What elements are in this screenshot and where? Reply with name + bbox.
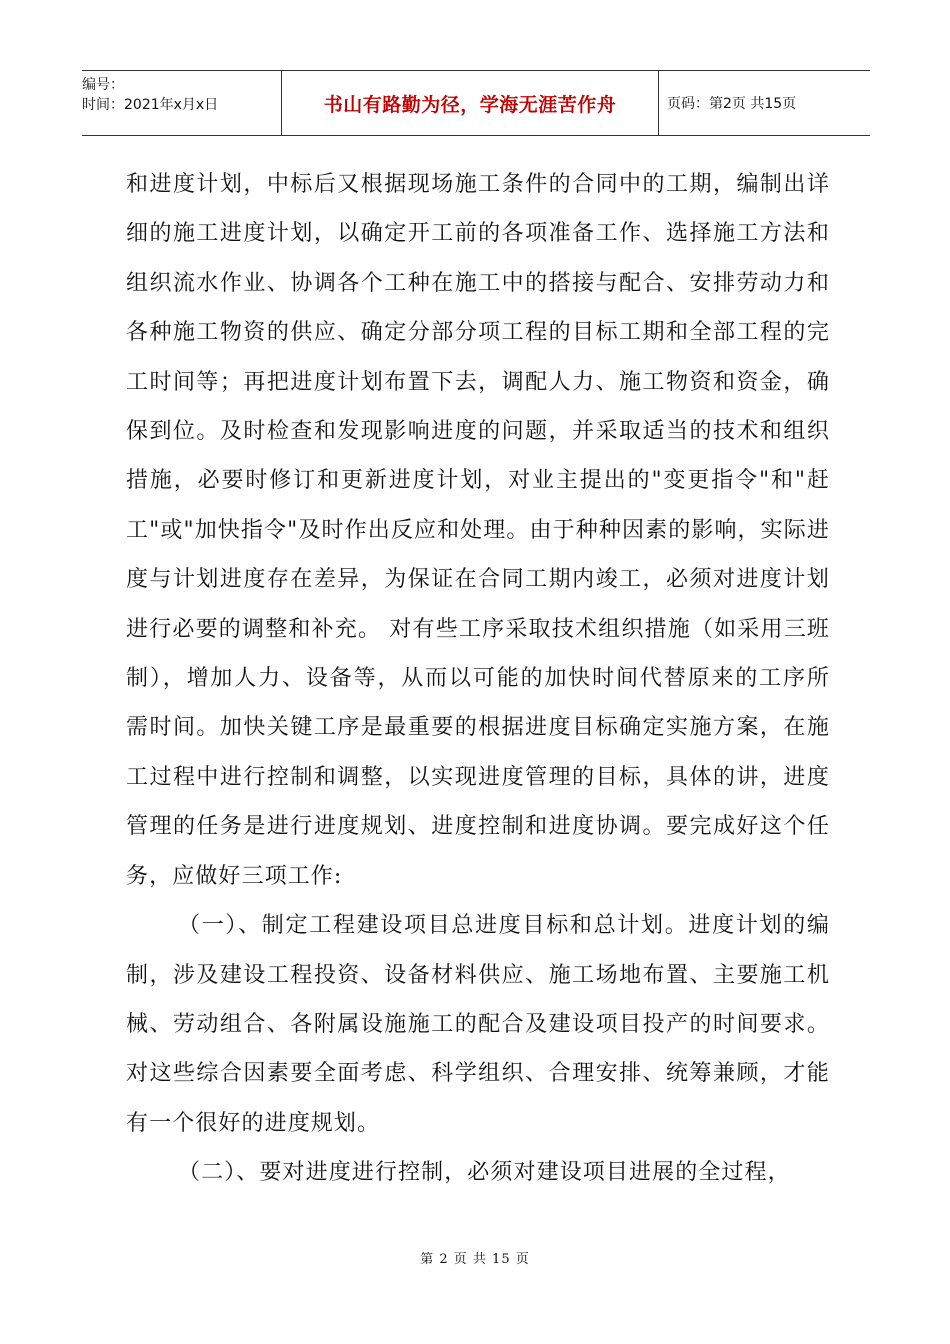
page-footer: 第 2 页 共 15 页: [420, 1252, 530, 1267]
document-body: [126, 160, 830, 1198]
paragraph-section-one: （一）、制定工程建设项目总进度目标和总计划。进度计划的编制，涉及建设工程投资、设备材料供应、施工场地布置、主要施工机械、劳动组合、各附属设施施工的配合及建设项目投产的时间要求。对这些综合因素要全面考虑、科学组织、合理安排、统筹兼顾，才能有一个很好的进度规划。: [126, 913, 830, 1136]
document-date: 时间：2021年x月x日: [82, 97, 219, 113]
header-meta-cell: [82, 71, 282, 135]
header-motto: 书山有路勤为径，学海无涯苦作舟: [282, 71, 659, 135]
paragraph-section-two: （二）、要对进度进行控制，必须对建设项目进展的全过程，: [178, 1160, 791, 1186]
paragraph-continuation: 和进度计划，中标后又根据现场施工条件的合同中的工期，编制出详细的施工进度计划，以确定开工前的各项准备工作、选择施工方法和组织流水作业、协调各个工种在施工中的搭接与配合、安排劳动力和各种施工物资的供应、确定分部分项工程的目标工期和全部工程的完工时间等；再把进度计划布置下去，调配人力、施工物资和资金，确保到位。及时检查和发现影响进度的问题，并采取适当的技术和组织措施，必要时修订和更新进度计划，对业主提出的"变更指令"和"赶工"或"加快指令"及时作出反应和处理。由于种种因素的影响，实际进度与计划进度存在差异，为保证在合同工期内竣工，必须对进度计划进行必要的调整和补充。 对有些工序采取技术组织措施（如采用三班制），增加人力、设备等，从而以可能的加快时间代替原来的工序所需时间。加快关键工序是最重要的根据进度目标确定实施方案，在施工过程中进行控制和调整，以实现进度管理的目标，具体的讲，进度管理的任务是进行进度规划、进度控制和进度协调。要完成好这个任务，应做好三项工作:: [126, 172, 830, 889]
document-code-label: 编号：: [82, 77, 124, 93]
header-page-info: 页码：第2页 共15页: [667, 96, 797, 112]
page-header: [82, 70, 870, 136]
